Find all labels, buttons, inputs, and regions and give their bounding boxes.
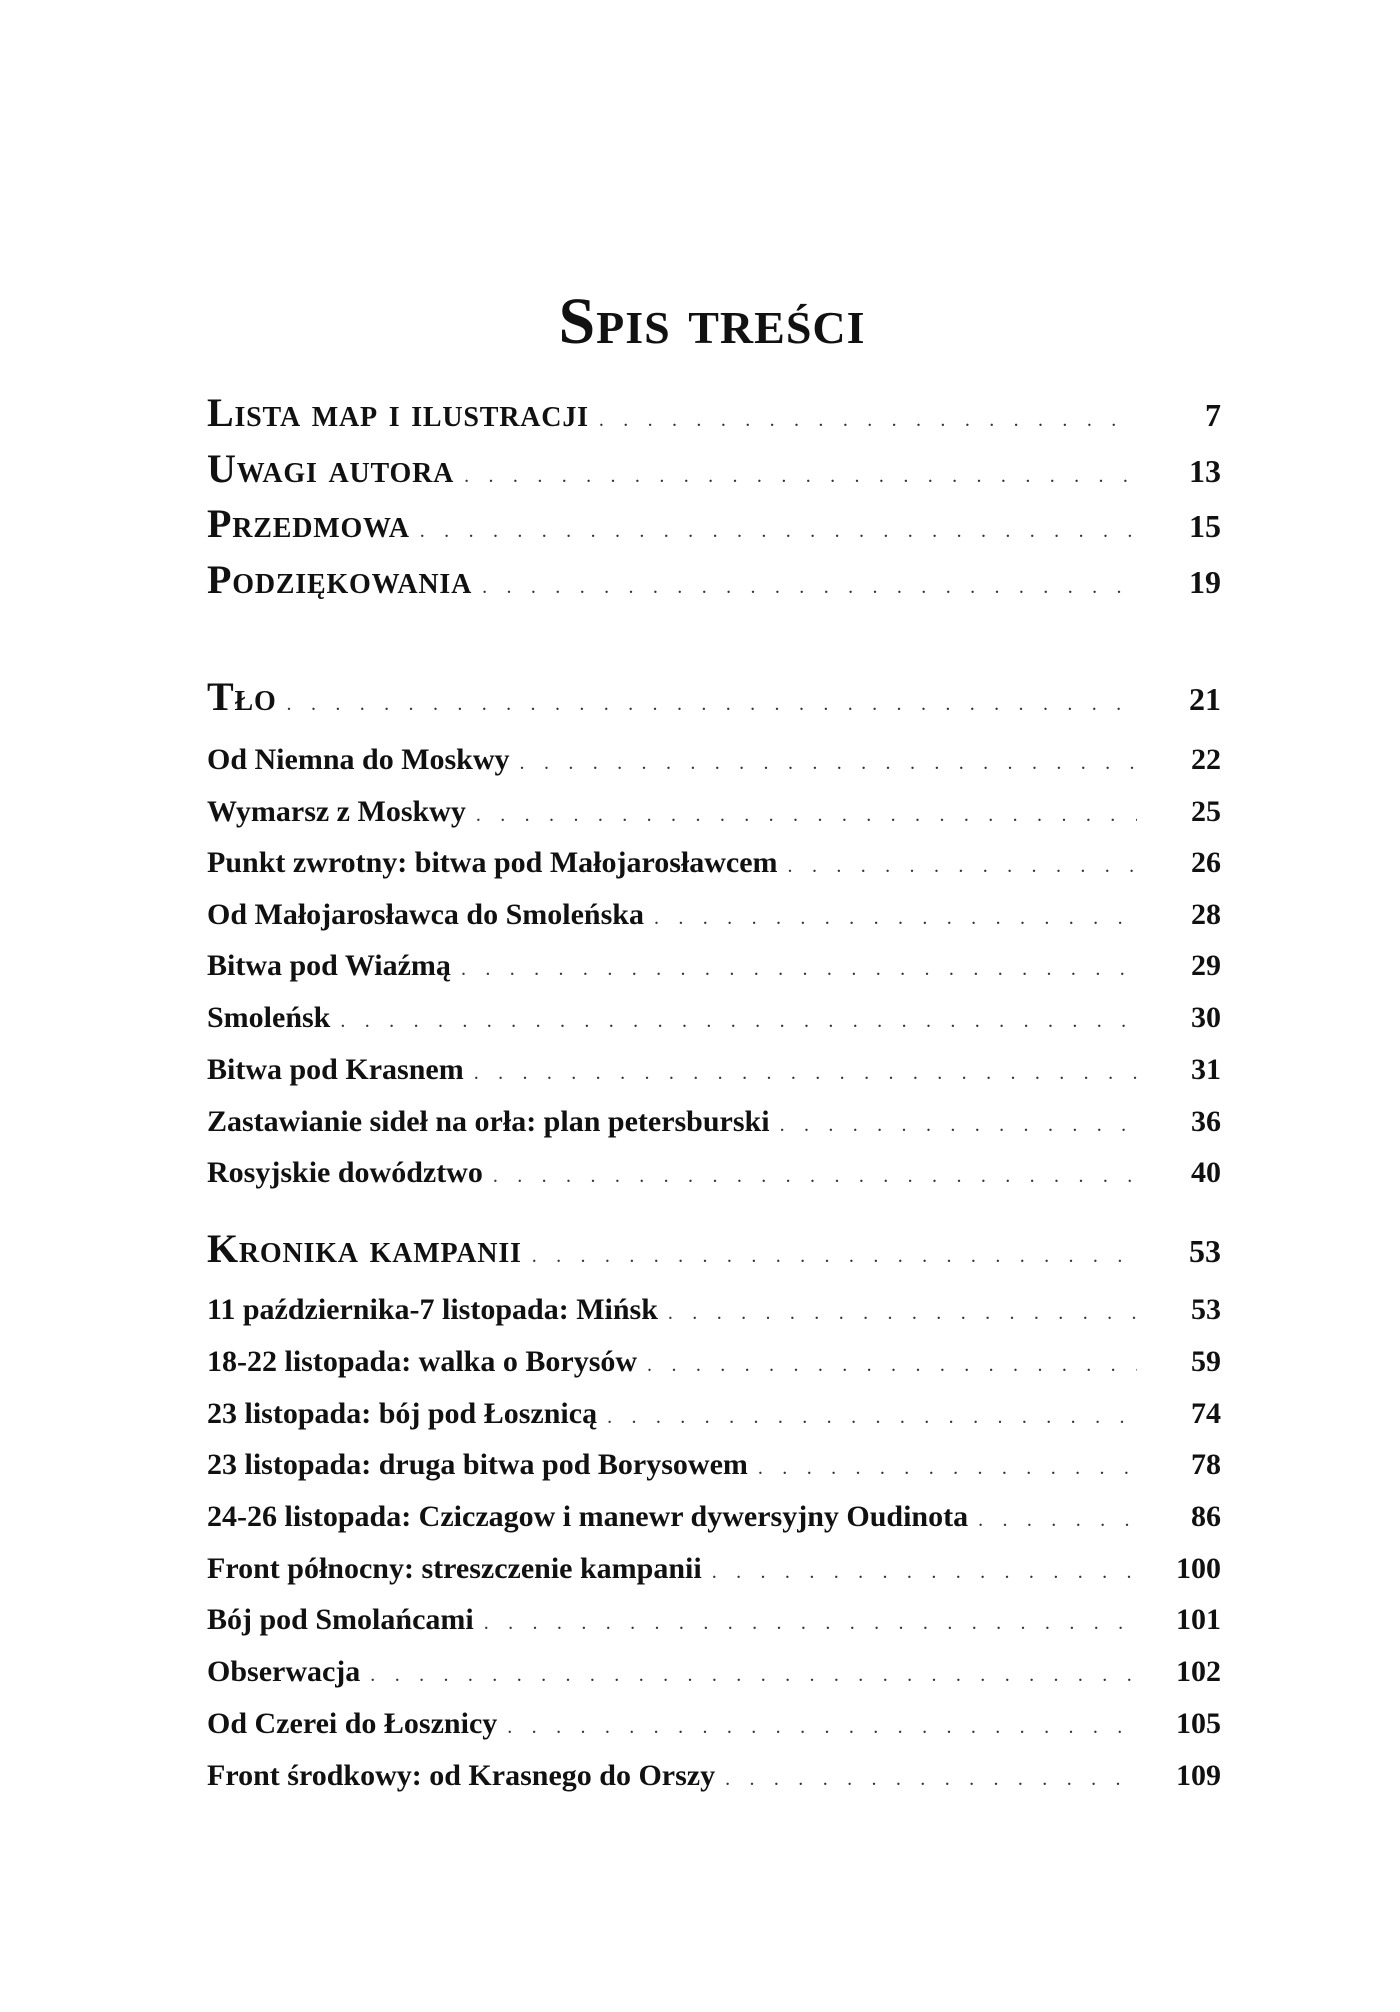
toc-entry xyxy=(207,1050,1221,1090)
toc-entry-page-number: 105 xyxy=(1176,1707,1221,1740)
dot-leader xyxy=(482,562,1137,612)
toc-entry-page-number: 26 xyxy=(1191,846,1221,879)
toc-entry xyxy=(207,388,1221,438)
dot-leader xyxy=(668,1293,1137,1333)
dot-leader xyxy=(712,1552,1137,1592)
toc-entry-page-number: 109 xyxy=(1176,1759,1221,1792)
toc-entry-label: Bitwa pod Krasnem xyxy=(207,1053,464,1086)
dot-leader xyxy=(493,1156,1137,1196)
toc-entry xyxy=(207,1497,1221,1537)
toc-entry-page-number: 59 xyxy=(1191,1345,1221,1378)
dot-leader xyxy=(520,743,1137,783)
toc-entry-page-number: 30 xyxy=(1191,1001,1221,1034)
toc-entry-label: Bitwa pod Wiaźmą xyxy=(207,949,451,982)
toc-entry xyxy=(207,1756,1221,1796)
dot-leader xyxy=(654,898,1137,938)
toc-entry xyxy=(207,1704,1221,1744)
toc-entry-label: 11 października-7 listopada: Mińsk xyxy=(207,1293,658,1326)
toc-entry-page-number: 21 xyxy=(1189,681,1221,717)
toc-entry-label: Od Małojarosławca do Smoleńska xyxy=(207,898,644,931)
dot-leader xyxy=(484,1603,1137,1643)
toc-entry-page-number: 31 xyxy=(1191,1053,1221,1086)
toc-entry xyxy=(207,1224,1221,1274)
dot-leader xyxy=(461,949,1137,989)
toc-entry-page-number: 13 xyxy=(1189,453,1221,489)
dot-leader xyxy=(370,1655,1137,1695)
toc-entry-page-number: 53 xyxy=(1191,1293,1221,1326)
toc-entry-page-number: 7 xyxy=(1205,397,1221,433)
toc-entry-page-number: 28 xyxy=(1191,898,1221,931)
dot-leader xyxy=(507,1707,1137,1747)
toc-entry xyxy=(207,1342,1221,1382)
toc-entry xyxy=(207,740,1221,780)
dot-leader xyxy=(788,846,1137,886)
toc-entry-label: 23 listopada: druga bitwa pod Borysowem xyxy=(207,1448,748,1481)
toc-entry-page-number: 101 xyxy=(1176,1603,1221,1636)
toc-entry-page-number: 15 xyxy=(1189,508,1221,544)
toc-entry-label: Punkt zwrotny: bitwa pod Małojarosławcem xyxy=(207,846,778,879)
toc-entry-page-number: 19 xyxy=(1189,564,1221,600)
toc-entry xyxy=(207,998,1221,1038)
toc-entry xyxy=(207,499,1221,549)
dot-leader xyxy=(978,1500,1137,1540)
toc-entry-label: Uwagi autora xyxy=(207,446,455,491)
toc-entry-page-number: 36 xyxy=(1191,1105,1221,1138)
toc-entry-page-number: 100 xyxy=(1176,1552,1221,1585)
toc-entry xyxy=(207,1102,1221,1142)
toc-entry-label: Od Czerei do Łosznicy xyxy=(207,1707,498,1740)
toc-entry xyxy=(207,843,1221,883)
toc-entry xyxy=(207,1445,1221,1485)
toc-entry-label: 24-26 listopada: Cziczagow i manewr dywersyjny Oudinota xyxy=(207,1500,969,1533)
toc-entry-label: Tło xyxy=(207,674,277,719)
toc-entry-label: Front północny: streszczenie kampanii xyxy=(207,1552,702,1585)
toc-entry-label: Smoleńsk xyxy=(207,1001,331,1034)
toc-entry xyxy=(207,1652,1221,1692)
toc-entry-page-number: 74 xyxy=(1191,1397,1221,1430)
toc-entry-page-number: 53 xyxy=(1189,1233,1221,1269)
toc-entry xyxy=(207,1153,1221,1193)
dot-leader xyxy=(758,1448,1137,1488)
toc-entry-label: Zastawianie sideł na orła: plan petersburski xyxy=(207,1105,770,1138)
toc-entry-label: Lista map i ilustracji xyxy=(207,390,589,435)
dot-leader xyxy=(464,451,1137,501)
dot-leader xyxy=(287,679,1137,729)
dot-leader xyxy=(780,1105,1137,1145)
dot-leader xyxy=(647,1345,1137,1385)
toc-entry-page-number: 29 xyxy=(1191,949,1221,982)
page-title: Spis treści xyxy=(558,285,866,358)
dot-leader xyxy=(420,506,1137,556)
dot-leader xyxy=(340,1001,1137,1041)
toc-entry-label: Kronika kampanii xyxy=(207,1226,522,1271)
toc-entry-label: Bój pod Smolańcami xyxy=(207,1603,474,1636)
toc-entry-label: Obserwacja xyxy=(207,1655,361,1688)
toc-entry-label: Od Niemna do Moskwy xyxy=(207,743,510,776)
toc-entry xyxy=(207,1394,1221,1434)
toc-entry-label: Front środkowy: od Krasnego do Orszy xyxy=(207,1759,716,1792)
toc-entry-page-number: 86 xyxy=(1191,1500,1221,1533)
toc-entry xyxy=(207,792,1221,832)
toc-entry xyxy=(207,946,1221,986)
toc-entry-page-number: 25 xyxy=(1191,795,1221,828)
toc-entry-page-number: 102 xyxy=(1176,1655,1221,1688)
dot-leader xyxy=(725,1759,1137,1799)
toc-entry xyxy=(207,1549,1221,1589)
toc-entry-label: Przedmowa xyxy=(207,501,410,546)
toc-entry-page-number: 78 xyxy=(1191,1448,1221,1481)
toc-entry xyxy=(207,444,1221,494)
toc-entry-label: Rosyjskie dowództwo xyxy=(207,1156,483,1189)
toc-entry-page-number: 22 xyxy=(1191,743,1221,776)
dot-leader xyxy=(474,1053,1137,1093)
toc-entry xyxy=(207,672,1221,722)
toc-entry-label: Podziękowania xyxy=(207,557,473,602)
toc-entry-label: 23 listopada: bój pod Łosznicą xyxy=(207,1397,598,1430)
dot-leader xyxy=(532,1231,1137,1281)
toc-entry xyxy=(207,1290,1221,1330)
dot-leader xyxy=(599,395,1137,445)
toc-entry xyxy=(207,895,1221,935)
toc-entry xyxy=(207,1600,1221,1640)
dot-leader xyxy=(607,1397,1137,1437)
toc-entry-label: 18-22 listopada: walka o Borysów xyxy=(207,1345,638,1378)
toc-entry-label: Wymarsz z Moskwy xyxy=(207,795,466,828)
toc-entry xyxy=(207,555,1221,605)
toc-entry-page-number: 40 xyxy=(1191,1156,1221,1189)
dot-leader xyxy=(476,795,1137,835)
